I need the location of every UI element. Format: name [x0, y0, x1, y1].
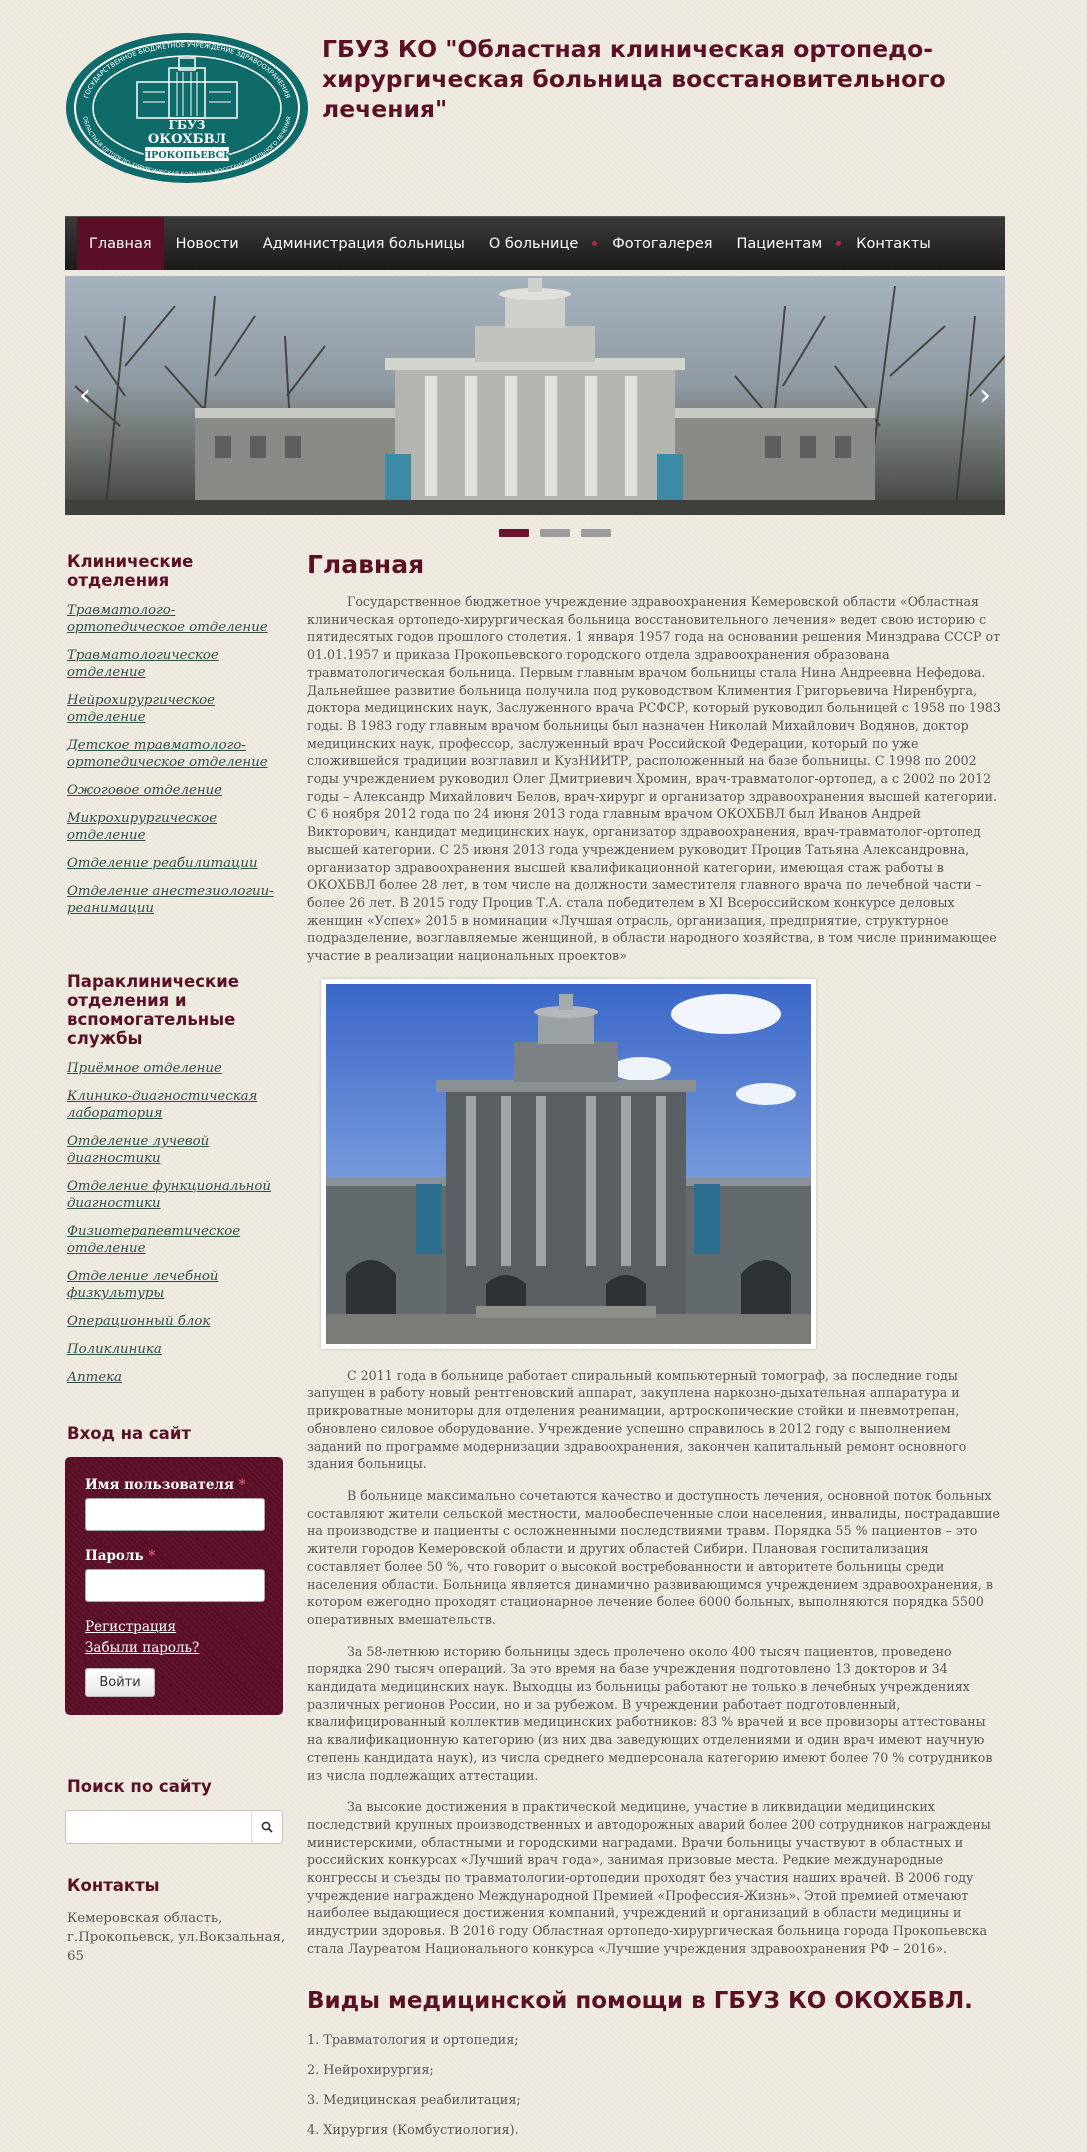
equipment-paragraph: С 2011 года в больнице работает спиральный компьютерный томограф, за последние годы запущен в работу новый рентгеновский аппарат, закуплена наркозно-дыхательная аппаратура и прикроватные мониторы для отделения реанимации, артроскопические стойки и пневмотрепан, обновлено силовое оборудование. Учреждение успешно справилось в 2012 году с выполнением заданий по программе модернизации здравоохранения, закончен капитальный ремонт основного здания больницы.	[307, 1367, 967, 1472]
sidebar-link-trauma-ortho[interactable]: Травматолого-ортопедическое отделение	[67, 603, 268, 635]
slider-dot[interactable]	[499, 529, 529, 537]
sidebar-link-trauma[interactable]: Травматологическое отделение	[67, 648, 219, 680]
sidebar-link-admission[interactable]: Приёмное отделение	[67, 1061, 222, 1076]
awards-paragraph: За высокие достижения в практической медицине, участие в ликвидации медицинских последствий крупных производственных и автодорожных аварий более 200 сотрудников награждены министерскими, областными и городскими наградами. Врачи больницы участвуют в областных и российских конкурсах «Лучший врач года», занимая призовые места. Редкие международные конгрессы и съезды по травматологии-ортопедии проходят без участия наших врачей. В 2006 году учреждение награждено Международной Премией «Профессия-Жизнь». Этой премией отмечают наиболее выдающиеся достижения компаний, учреждений и организаций в области медицины и индустрии здоровья. В 2016 году Областная ортопедо-хирургическая больница города Прокопьевска стала Лауреатом Национального конкурса «Лучшие учреждения здравоохранения РФ – 2016».	[307, 1799, 991, 1956]
logo-ring-top: ГОСУДАРСТВЕННОЕ БЮДЖЕТНОЕ УЧРЕЖДЕНИЕ ЗДРАВООХРАНЕНИЯ	[82, 40, 292, 100]
login-button[interactable]: Войти	[85, 1668, 155, 1697]
logo-line3: ПРОКОПЬЕВСК	[142, 150, 232, 161]
username-input[interactable]	[85, 1498, 265, 1531]
sidebar-link-anesthesia[interactable]: Отделение анестезиологии-реанимации	[67, 884, 274, 916]
forgot-password-link[interactable]: Забыли пароль?	[85, 1640, 200, 1656]
sidebar-link-functional-diag[interactable]: Отделение функциональной диагностики	[67, 1179, 271, 1211]
register-link[interactable]: Регистрация	[85, 1619, 177, 1635]
slider-dot[interactable]	[581, 529, 611, 537]
paraclinical-title: Параклинические отделения и вспомогательные службы	[67, 972, 239, 1048]
sidebar-link-burn[interactable]: Ожоговое отделение	[67, 783, 223, 798]
services-item: 4. Хирургия (Комбустиология).	[307, 2122, 519, 2138]
search-title: Поиск по сайту	[67, 1777, 212, 1796]
site-logo[interactable]	[65, 32, 309, 184]
submenu-indicator-icon	[836, 241, 841, 246]
intro-paragraph: Государственное бюджетное учреждение здравоохранения Кемеровской области «Областная клиническая ортопедо-хирургическая больница восстановительного лечения» ведет свою историю с пятидесятых годов прошлого столетия. 1 января 1957 года на основании решения Минздрава СССР от 01.01.1957 и приказа Прокопьевского городского отдела здравоохранения образована травматологическая больница. Первым главным врачом больницы стала Нина Андреевна Нефедова. Дальнейшее развитие больница получила под руководством Климентия Григорьевича Ниренбурга, доктора медицинских наук, Заслуженного врача РСФСР, который руководил больницей с 1958 по 1983 годы. В 1983 году главным врачом больницы был назначен Николай Михайлович Водянов, доктор медицинских наук, профессор, заслуженный врач Российской Федерации, который по уже сложившейся традиции возглавил и КузНИИТР, расположенный на базе больницы. С 1998 по 2002 годы учреждением руководил Олег Дмитриевич Хромин, врач-травматолог-ортопед, а с 2002 по 2012 годы – Александр Михайлович Белов, врач-хирург и организатор здравоохранения высшей категории. С 6 ноября 2012 года по 24 июня 2013 года главным врачом ОКОХБВЛ был Иванов Андрей Викторович, кандидат медицинских наук, организатор здравоохранения, врач-травматолог-ортопед высшей категории. С 25 июня 2013 года учреждением руководит Процив Татьяна Александровна, организатор здравоохранения высшей квалификационной категории, имеющая стаж работы в ОКОХБВЛ более 28 лет, в том числе на должности заместителя главного врача по лечебной части – более 26 лет. В 2015 году Процив Т.А. стала победителем в XI Всероссийском конкурсе деловых женщин «Успех» 2015 в номинации «Лучшая отрасль, организация, предприятие, структурное подразделение, возглавляемые женщиной, в области народного хозяйства, в том числе принимающее участие в реализации национальных проектов»	[307, 594, 1001, 964]
sidebar-link-operating[interactable]: Операционный блок	[67, 1314, 211, 1329]
services-item: 3. Медицинская реабилитация;	[307, 2092, 521, 2108]
slider-pagination	[499, 529, 611, 537]
logo-ring-bottom: ОБЛАСТНАЯ ОРТОПЕДО-ХИРУРГИЧЕСКАЯ БОЛЬНИЦА ВОССТАНОВИТЕЛЬНОГО ЛЕЧЕНИЯ	[81, 116, 293, 179]
login-title: Вход на сайт	[67, 1424, 191, 1443]
sidebar-link-pharmacy[interactable]: Аптека	[67, 1370, 122, 1385]
submenu-indicator-icon	[592, 241, 597, 246]
slider-prev-icon[interactable]: ‹	[79, 377, 91, 413]
sidebar-link-physio[interactable]: Физиотерапевтическое отделение	[67, 1224, 241, 1256]
sidebar	[65, 552, 287, 1966]
site-title: ГБУЗ КО "Областная клиническая ортопедо-хирургическая больница восстановительного лечения"	[322, 35, 946, 123]
slider-dot[interactable]	[540, 529, 570, 537]
patients-paragraph: В больнице максимально сочетаются качество и доступность лечения, основной поток больных составляют жители сельской местности, малообеспеченные слои населения, инвалиды, пострадавшие на производстве и пациенты с осложненными последствиями травм. Порядка 55 % пациентов – это жители городов Кемеровской области и других областей Сибири. Плановая госпитализация составляет более 50 %, что говорит о высокой востребованности и авторитете больницы среди населения области. Больница является динамично развивающимся учреждением здравоохранения, в котором ежегодно проходят стационарное лечение более 6000 больных, выполняются порядка 5500 оперативных вмешательств.	[307, 1487, 1000, 1627]
services-item: 1. Травматология и ортопедия;	[307, 2032, 519, 2048]
nav-item-patients-label: Пациентам	[736, 235, 823, 252]
logo-line2: ОКОХБВЛ	[147, 132, 227, 147]
main-content	[307, 548, 1005, 2152]
page-title: Главная	[307, 550, 425, 579]
sidebar-link-child-trauma[interactable]: Детское травматолого-ортопедическое отделение	[67, 738, 268, 770]
hospital-photo	[321, 979, 816, 1349]
logo-line1: ГБУЗ	[168, 118, 206, 132]
username-label: Имя пользователя *	[85, 1477, 246, 1493]
nav-item-gallery[interactable]: Фотогалерея	[612, 235, 713, 252]
sidebar-link-lfk[interactable]: Отделение лечебной физкультуры	[67, 1269, 219, 1301]
nav-item-about-label: О больнице	[488, 235, 579, 252]
services-title: Виды медицинской помощи в ГБУЗ КО ОКОХБВЛ.	[307, 1987, 973, 2014]
nav-item-home[interactable]: Главная	[77, 217, 164, 270]
sidebar-link-microsurgery[interactable]: Микрохирургическое отделение	[67, 811, 218, 843]
nav-item-patients[interactable]	[724, 217, 844, 270]
hero-slider[interactable]	[65, 276, 1005, 515]
password-label: Пароль *	[85, 1548, 156, 1564]
hero-slide-image	[65, 276, 1005, 515]
nav-item-news[interactable]: Новости	[175, 235, 239, 252]
contacts-address: Кемеровская область, г.Прокопьевск, ул.Вокзальная, 65	[67, 1911, 286, 1964]
services-item: 2. Нейрохирургия;	[307, 2062, 434, 2078]
main-nav	[65, 216, 1005, 270]
clinical-departments-title: Клинические отделения	[67, 552, 194, 590]
sidebar-link-neurosurgery[interactable]: Нейрохирургическое отделение	[67, 693, 216, 725]
nav-item-about[interactable]	[477, 217, 600, 270]
nav-item-administration[interactable]: Администрация больницы	[262, 235, 465, 252]
history-paragraph: За 58-летнюю историю больницы здесь пролечено около 400 тысяч пациентов, проведено порядка 290 тысяч операций. За это время на базе учреждения подготовлено 13 докторов и 34 кандидата медицинских наук. Выходцы из больницы работают не только в лечебных учреждениях различных регионов России, но и за рубежом. В учреждении работает подготовленный, квалифицированный коллектив медицинских работников: 83 % врачей и все провизоры аттестованы на квалификационную категорию (из них два заведующих отделениями и один врач имеют научную степень кандидата наук), из числа среднего медперсонала категорию имеют более 70 % сотрудников из числа подлежащих аттестации.	[307, 1643, 993, 1783]
search-input[interactable]	[65, 1810, 283, 1844]
sidebar-link-polyclinic[interactable]: Поликлиника	[67, 1342, 162, 1357]
login-form	[65, 1457, 283, 1715]
nav-item-contacts[interactable]: Контакты	[856, 235, 931, 252]
search-icon[interactable]	[251, 1811, 282, 1843]
sidebar-link-lab[interactable]: Клинико-диагностическая лаборатория	[67, 1089, 258, 1121]
sidebar-link-rehab[interactable]: Отделение реабилитации	[67, 856, 258, 871]
slider-next-icon[interactable]: ›	[979, 377, 991, 413]
password-input[interactable]	[85, 1569, 265, 1602]
contacts-title: Контакты	[67, 1876, 160, 1895]
sidebar-link-radiology[interactable]: Отделение лучевой диагностики	[67, 1134, 210, 1166]
